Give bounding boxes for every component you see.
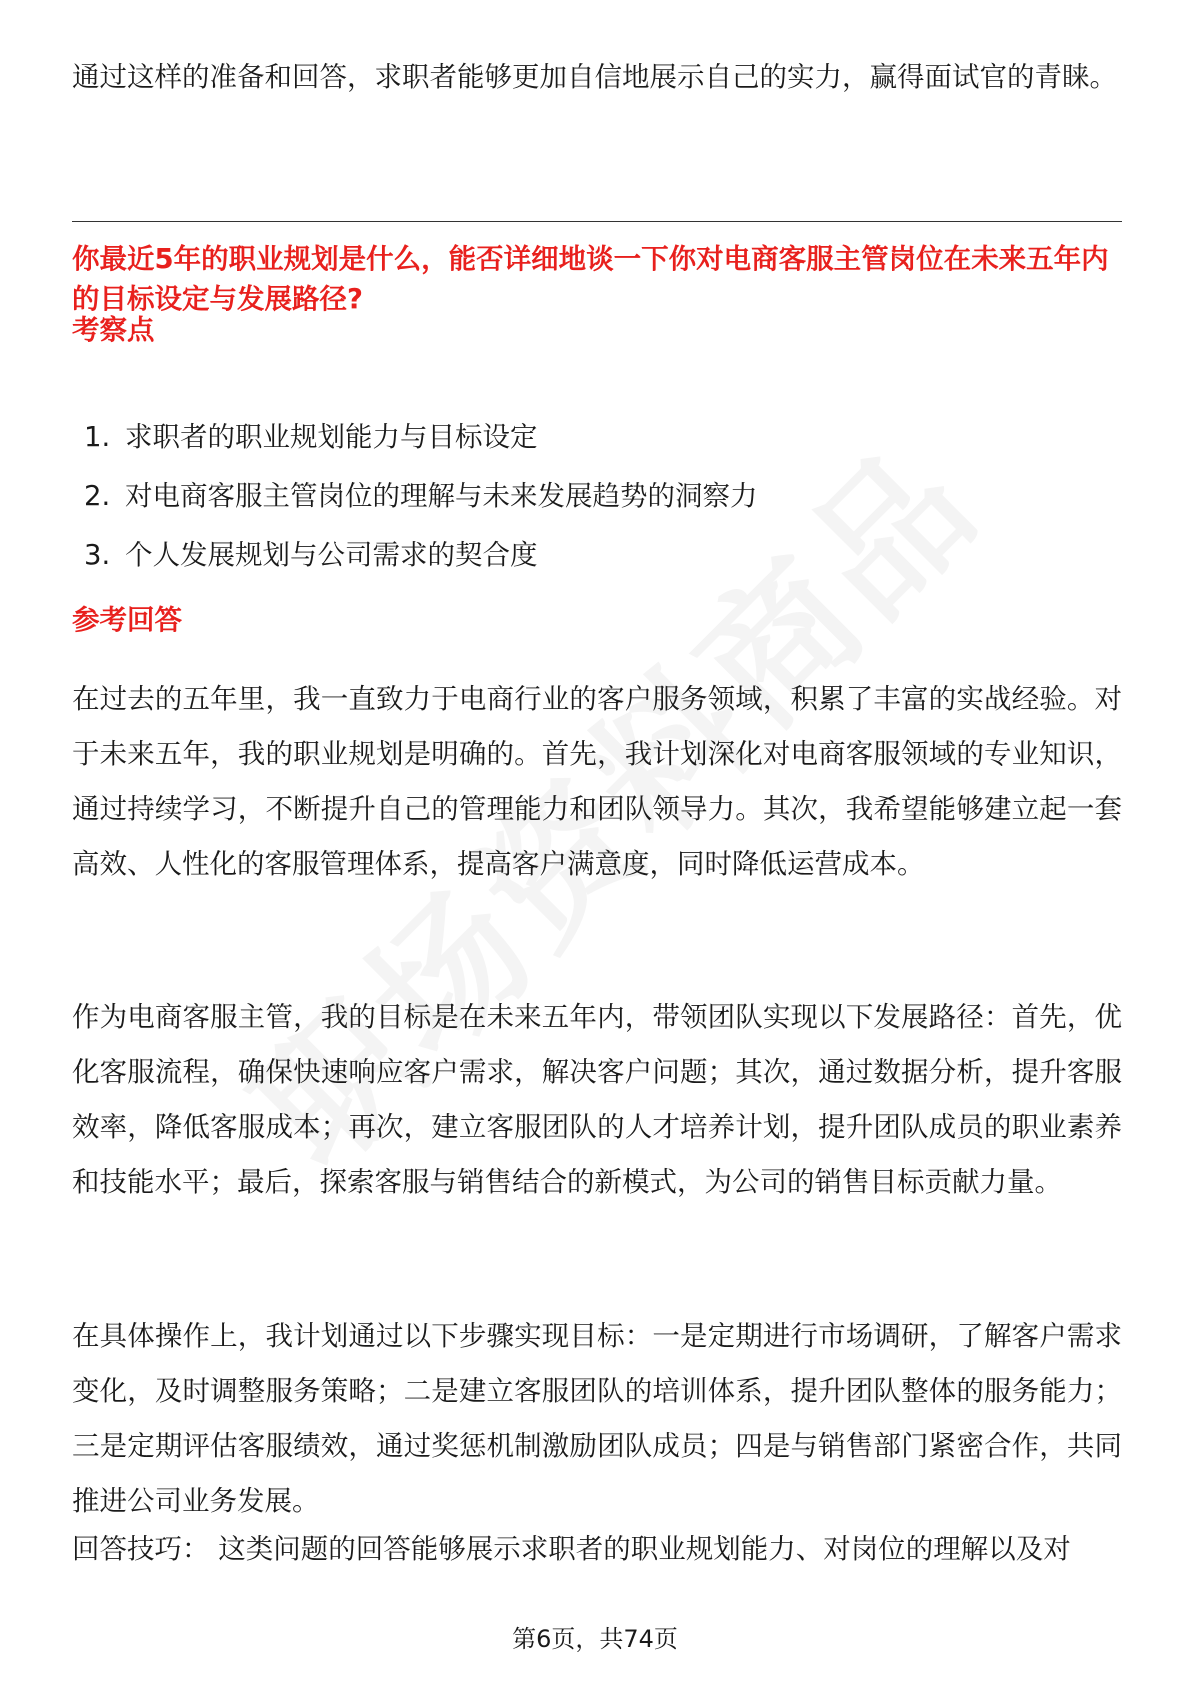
list-text: 个人发展规划与公司需求的契合度 xyxy=(125,539,538,571)
answer-tip-paragraph: 回答技巧： 这类问题的回答能够展示求职者的职业规划能力、对岗位的理解以及对 xyxy=(72,1533,1071,1565)
focus-heading: 考察点 xyxy=(72,314,155,346)
focus-list xyxy=(72,408,758,585)
answer-paragraph: 在具体操作上，我计划通过以下步骤实现目标：一是定期进行市场调研，了解客户需求变化，及时调整服务策略；二是建立客服团队的培训体系，提升团队整体的服务能力；三是定期评估客服绩效，通过奖惩机制激励团队成员；四是与销售部门紧密合作，共同推进公司业务发展。 xyxy=(72,1320,1122,1517)
section-divider xyxy=(72,221,1122,222)
answer-paragraph: 作为电商客服主管，我的目标是在未来五年内，带领团队实现以下发展路径：首先，优化客服流程，确保快速响应客户需求，解决客户问题；其次，通过数据分析，提升客服效率，降低客服成本；再次，建立客服团队的人才培养计划，提升团队成员的职业素养和技能水平；最后，探索客服与销售结合的新模式，为公司的销售目标贡献力量。 xyxy=(72,1001,1122,1198)
list-item xyxy=(72,408,758,467)
list-item xyxy=(72,526,758,585)
list-number: 3. xyxy=(84,539,111,571)
intro-paragraph: 通过这样的准备和回答，求职者能够更加自信地展示自己的实力，赢得面试官的青睐。 xyxy=(72,61,1117,93)
question-heading: 你最近5年的职业规划是什么，能否详细地谈一下你对电商客服主管岗位在未来五年内的目标设定与发展路径? xyxy=(72,243,1109,315)
list-text: 求职者的职业规划能力与目标设定 xyxy=(125,421,538,453)
page-number: 第6页，共74页 xyxy=(512,1625,678,1653)
list-text: 对电商客服主管岗位的理解与未来发展趋势的洞察力 xyxy=(125,480,758,512)
answer-heading: 参考回答 xyxy=(72,604,182,636)
answer-paragraph: 在过去的五年里，我一直致力于电商行业的客户服务领域，积累了丰富的实战经验。对于未来五年，我的职业规划是明确的。首先，我计划深化对电商客服领域的专业知识，通过持续学习，不断提升自己的管理能力和团队领导力。其次，我希望能够建立起一套高效、人性化的客服管理体系，提高客户满意度，同时降低运营成本。 xyxy=(72,683,1122,880)
list-number: 2. xyxy=(84,480,111,512)
list-item xyxy=(72,467,758,526)
list-number: 1. xyxy=(84,421,111,453)
